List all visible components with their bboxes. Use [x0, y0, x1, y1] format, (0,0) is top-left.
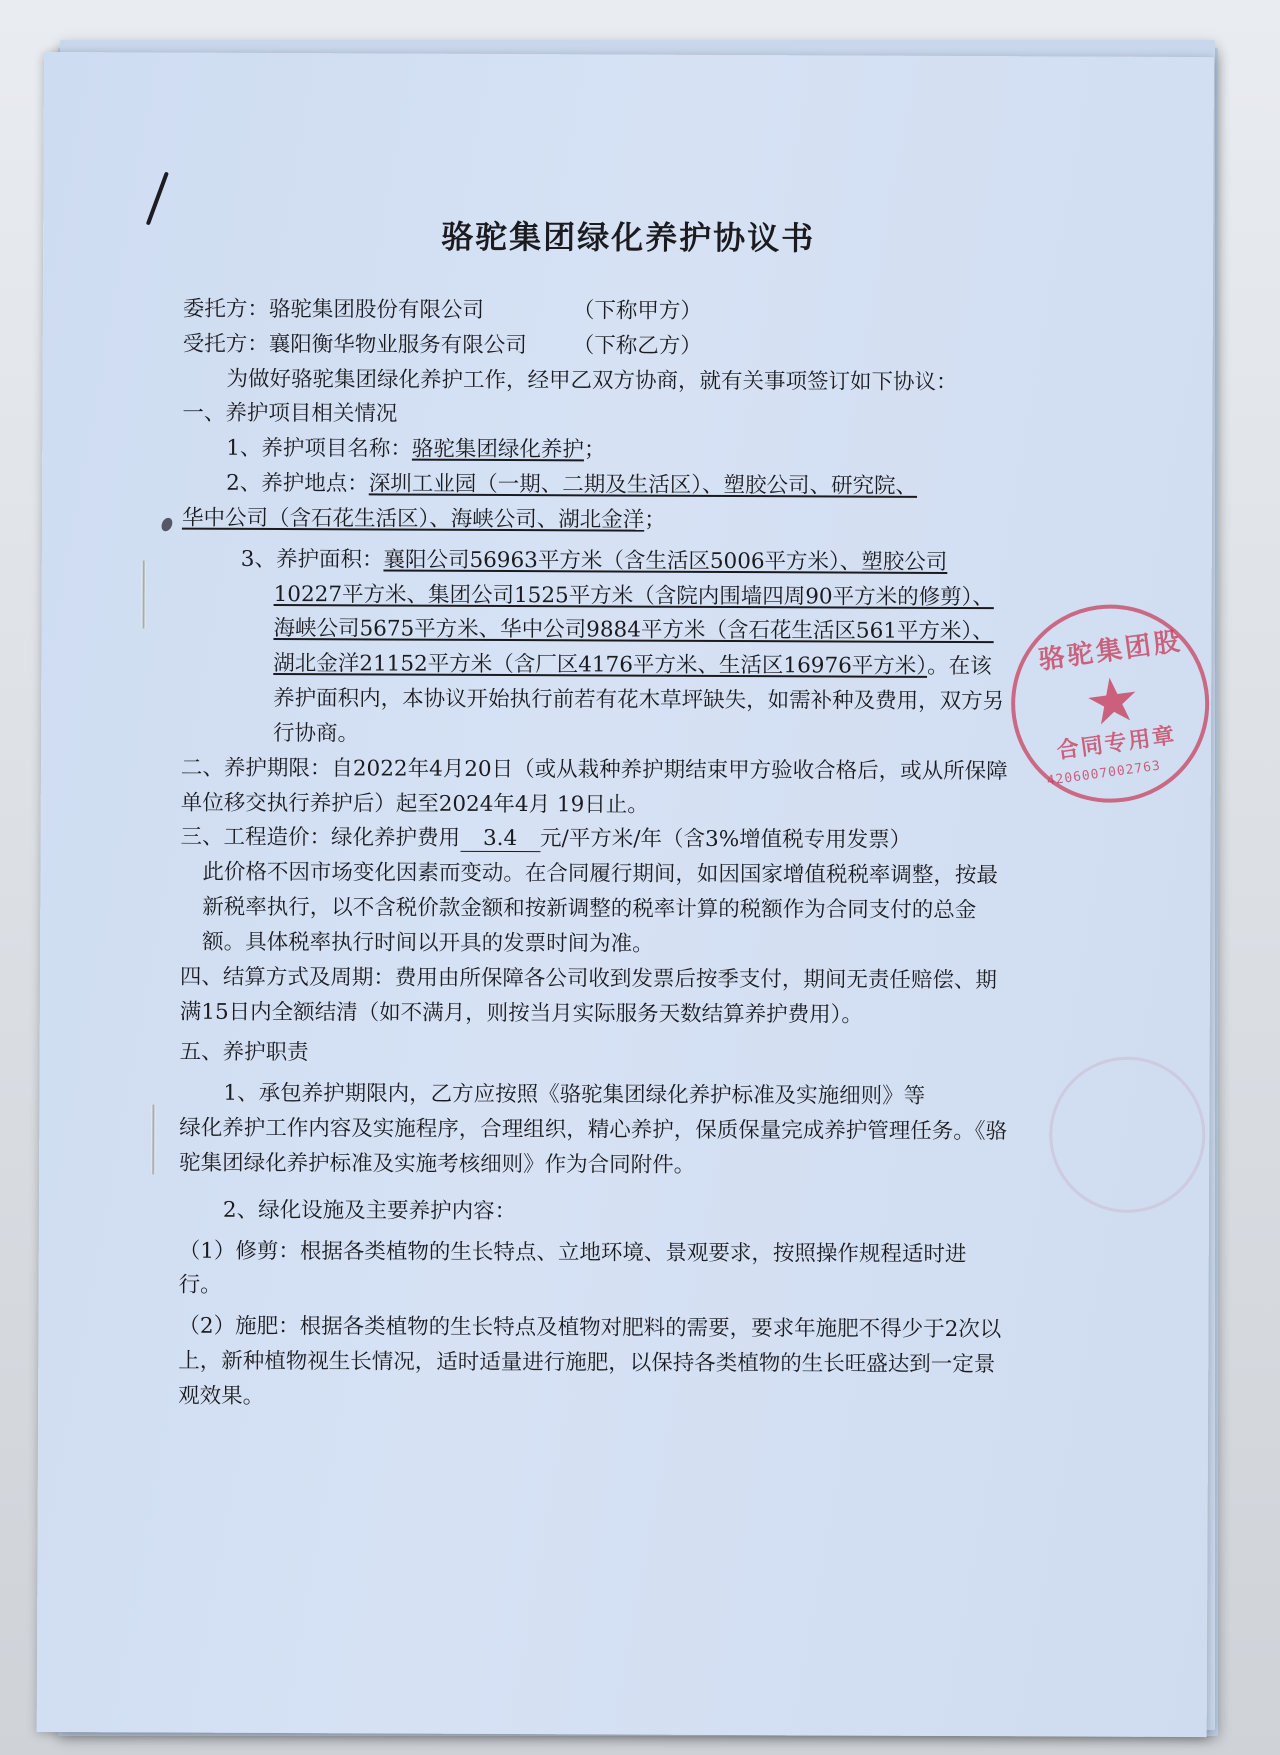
section1-item2: [182, 467, 1012, 505]
maintenance-locations-b: 华中公司（含石花生活区）、海峡公司、湖北金洋: [181, 505, 645, 533]
party-label: 受托方：襄阳衡华物业服务有限公司: [182, 331, 527, 358]
section3-body: 此价格不因市场变化因素而变动。在合同履行期间，如因国家增值税税率调整，按最新税率执行，以不含税价款金额和按新调整的税率计算的税额作为合同支付的总金额。具体税率执行时间以开具的发票时间为准。: [202, 859, 998, 957]
item3-rest: 。在该养护面积内，本协议开始执行前若有花木草坪缺失，如需补种及费用，双方另行协商。: [272, 654, 1005, 747]
price-suffix: 元/平方米/年（含3%增值税专用发票）: [540, 826, 912, 854]
seal-type: 合同专用章: [1055, 722, 1178, 765]
price-prefix: 三、工程造价：绿化养护费用: [180, 825, 461, 852]
section5-item1: 1、承包养护期限内，乙方应按照《骆驼集团绿化养护标准及实施细则》等: [223, 1081, 926, 1110]
section2-term: 二、养护期限：自2022年4月20日（或从栽种养护期结束甲方验收合格后，或从所保障单位移交执行养护后）起至2024年4月 19日止。: [180, 755, 1008, 818]
section5-sub1-pruning: （1）修剪：根据各类植物的生长特点、立地环境、景观要求，按照操作规程适时进行。: [178, 1238, 967, 1299]
item1-prefix: 1、养护项目名称：: [226, 436, 413, 462]
item2-prefix: 2、养护地点：: [226, 470, 369, 497]
maintenance-areas: 襄阳公司56963平方米（含生活区5006平方米）、塑胶公司10227平方米、集团公司1525平方米（含院内围墙四周90平方米的修剪）、海峡公司5675平方米、华中公司9884平方米（含石花生活区561平方米）、湖北金洋21152平方米（含厂区4176平方米、生活区16976平方米）: [273, 547, 994, 680]
price-value: 3.4: [460, 827, 540, 852]
project-name: 骆驼集团绿化养护: [411, 436, 585, 463]
item2-end: ；: [644, 507, 666, 533]
section5-item1-cont: 绿化养护工作内容及实施程序，合理组织，精心养护，保质保量完成养护管理任务。《骆驼集团绿化养护标准及实施考核细则》作为合同附件。: [179, 1115, 1008, 1178]
party-principal: [183, 293, 1013, 331]
section4-settlement: 四、结算方式及周期：费用由所保障各公司收到发票后按季支付，期间无责任赔偿、期满15日内全额结清（如不满月，则按当月实际服务天数结算养护费用）。: [179, 964, 998, 1028]
maintenance-locations-a: 深圳工业园（一期、二期及生活区）、塑胶公司、研究院、: [368, 471, 918, 499]
document-title: 骆驼集团绿化养护协议书: [441, 217, 816, 258]
section5-sub2-fertilizing: （2）施肥：根据各类植物的生长特点及植物对肥料的需要，要求年施肥不得少于2次以上，新种植物视生长情况，适时适量进行施肥，以保持各类植物的生长旺盛达到一定景观效果。: [178, 1313, 1002, 1409]
staple-top: [141, 560, 145, 628]
document-page: [37, 52, 1214, 1737]
punch-mark: [159, 516, 174, 533]
seal-name: 骆驼集团股: [1036, 626, 1185, 676]
faint-seal-impression: [1049, 1056, 1206, 1213]
company-seal: [999, 592, 1222, 815]
section1-heading: 一、养护项目相关情况: [182, 401, 398, 428]
party-agent: [183, 327, 1013, 365]
section1-item3: [181, 542, 1012, 755]
section5-heading: 五、养护职责: [179, 1039, 309, 1066]
item1-end: ；: [583, 437, 606, 463]
intro-paragraph: 为做好骆驼集团绿化养护工作，经甲乙双方协商，就有关事项签订如下协议：: [226, 366, 958, 395]
section5-item2: 2、绿化设施及主要养护内容：: [222, 1197, 517, 1224]
seal-number: 4206007002763: [1046, 758, 1162, 789]
document-body: [178, 293, 1013, 1418]
section3-price: [180, 821, 1010, 859]
section1-item2-cont: [182, 502, 1012, 540]
section1-item1: [182, 432, 1012, 470]
party-alias: （下称乙方）: [572, 333, 702, 359]
party-label: 委托方：骆驼集团股份有限公司: [182, 296, 484, 323]
staple-bottom: [151, 1104, 155, 1174]
party-alias: （下称甲方）: [572, 298, 702, 324]
star-icon: ★: [1080, 660, 1146, 741]
item3-prefix: 3、养护面积：: [240, 546, 384, 573]
